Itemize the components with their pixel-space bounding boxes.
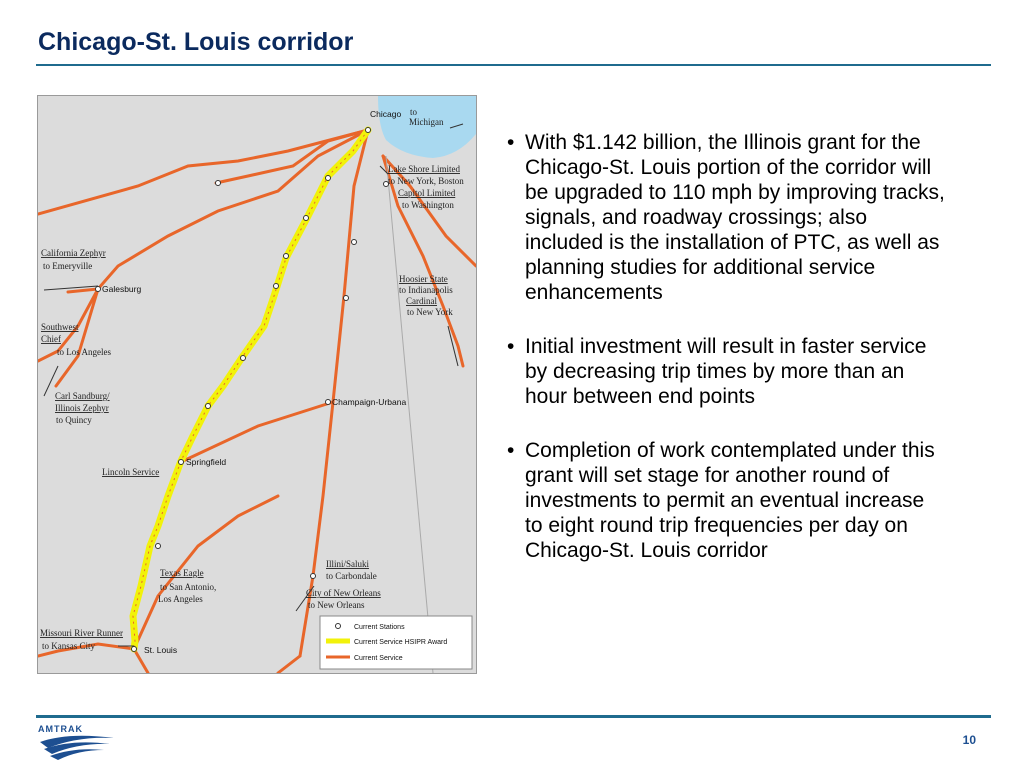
- label-to-michigan-1: to: [410, 107, 418, 117]
- station-south-1: [311, 574, 316, 579]
- slide-title: Chicago-St. Louis corridor: [38, 28, 354, 56]
- label-to-quincy: to Quincy: [56, 415, 92, 425]
- label-california-zephyr: California Zephyr: [41, 248, 106, 258]
- label-springfield: Springfield: [186, 457, 227, 467]
- title-divider: [36, 64, 991, 66]
- label-chief: Chief: [41, 334, 61, 344]
- route-se: [278, 656, 300, 673]
- station-springfield: [179, 460, 184, 465]
- label-cardinal: Cardinal: [406, 296, 437, 306]
- label-texas-eagle: Texas Eagle: [160, 568, 204, 578]
- station-galesburg: [96, 287, 101, 292]
- station-a: [326, 176, 331, 181]
- footer-divider: [36, 715, 991, 718]
- label-illinois-zephyr: Illinois Zephyr: [55, 403, 109, 413]
- legend-hsipr-label: Current Service HSIPR Award: [354, 639, 448, 646]
- route-gray: [386, 156, 433, 673]
- bullet-item: • Completion of work contemplated under this grant will set stage for another round of investments to permit an eventual increase to eight round trip frequencies per day on Chicago-St. Louis corridor: [505, 438, 945, 563]
- label-to-ny-boston: to New York, Boston: [388, 176, 464, 186]
- label-city-no: City of New Orleans: [306, 588, 381, 598]
- label-hoosier: Hoosier State: [399, 274, 448, 284]
- map-svg: [38, 96, 476, 673]
- label-to-san-antonio: to San Antonio,: [160, 582, 217, 592]
- station-chicago: [366, 128, 371, 133]
- label-southwest: Southwest: [41, 322, 79, 332]
- route-galesburg: [68, 130, 368, 292]
- current-service-routes: [38, 130, 476, 673]
- label-to-kc: to Kansas City: [42, 641, 95, 651]
- station-b: [304, 216, 309, 221]
- label-to-carbondale: to Carbondale: [326, 571, 377, 581]
- page-number: 10: [962, 733, 976, 747]
- label-to-washington: to Washington: [402, 200, 454, 210]
- label-chicago: Chicago: [370, 109, 402, 119]
- label-illini: Illini/Saluki: [326, 559, 370, 569]
- label-champaign: Champaign-Urbana: [332, 397, 407, 407]
- lake-michigan: [378, 96, 476, 158]
- legend-service-label: Current Service: [354, 655, 403, 662]
- label-st-louis: St. Louis: [144, 645, 178, 655]
- station-east-3: [344, 296, 349, 301]
- label-to-michigan-2: Michigan: [409, 117, 444, 127]
- logo-text: AMTRAK: [38, 724, 83, 734]
- amtrak-wave-icon: [38, 732, 118, 762]
- station-east-2: [352, 240, 357, 245]
- station-d: [274, 284, 279, 289]
- bullet-item: • With $1.142 billion, the Illinois grant for the Chicago-St. Louis portion of the corridor will be upgraded to 110 mph by improving tracks, signals, and roadway crossings; also included is the installation of PTC, as well as planning studies for additional service enhancements: [505, 130, 945, 305]
- bullet-item: • Initial investment will result in faster service by decreasing trip times by more than an hour between end points: [505, 334, 945, 409]
- station-c: [284, 254, 289, 259]
- label-to-la-1: to Los Angeles: [57, 347, 111, 357]
- amtrak-logo: [38, 724, 118, 760]
- route-labels: [40, 107, 464, 651]
- label-lincoln: Lincoln Service: [102, 467, 160, 477]
- station-champaign: [326, 400, 331, 405]
- label-galesburg: Galesburg: [102, 284, 142, 294]
- station-st-louis: [132, 647, 137, 652]
- label-missouri: Missouri River Runner: [40, 628, 123, 638]
- corridor-map: [37, 95, 477, 674]
- route-south: [134, 496, 278, 649]
- legend-station-symbol: [336, 624, 341, 629]
- label-to-no: to New Orleans: [308, 600, 365, 610]
- label-to-new-york: to New York: [407, 307, 453, 317]
- label-lake-shore: Lake Shore Limited: [388, 164, 460, 174]
- station-f: [206, 404, 211, 409]
- label-to-indianapolis: to Indianapolis: [399, 285, 453, 295]
- label-los-angeles: Los Angeles: [158, 594, 203, 604]
- station-e: [241, 356, 246, 361]
- label-capitol: Capitol Limited: [398, 188, 456, 198]
- station-sw-1: [216, 181, 221, 186]
- legend-stations-label: Current Stations: [354, 624, 405, 631]
- bullet-list: [505, 130, 945, 592]
- label-carl-sandburg: Carl Sandburg/: [55, 391, 110, 401]
- station-g: [156, 544, 161, 549]
- map-legend: [320, 616, 472, 669]
- direction-arrows: [44, 124, 463, 646]
- label-to-emeryville: to Emeryville: [43, 261, 93, 271]
